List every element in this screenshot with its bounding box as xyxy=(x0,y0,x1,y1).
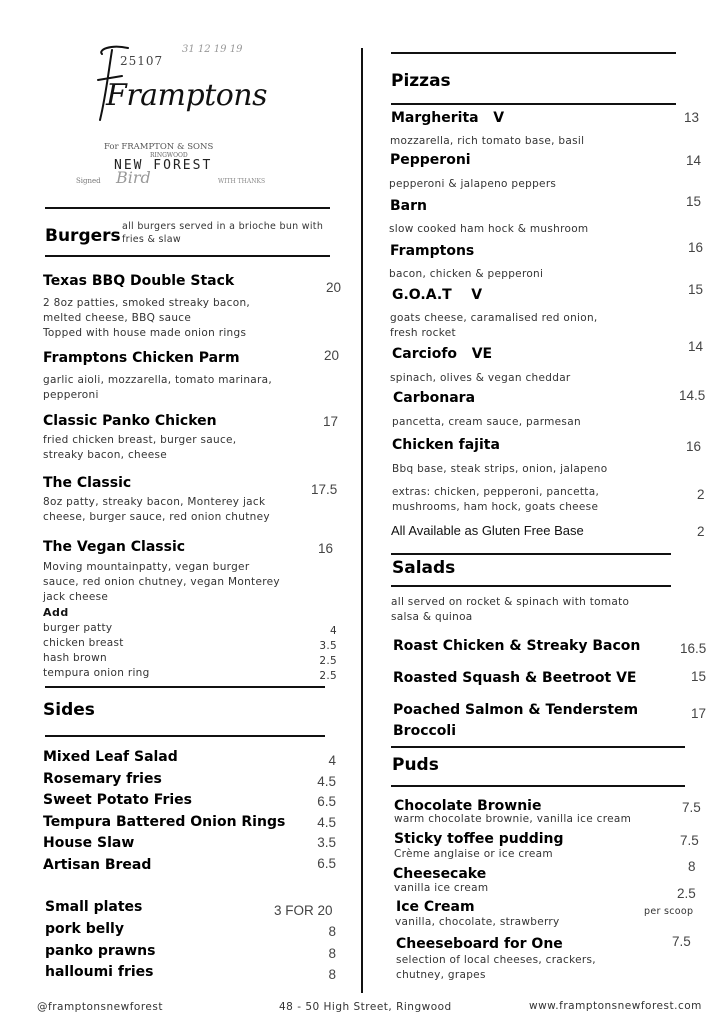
small-plate-price: 8 xyxy=(328,945,336,961)
desc-line: sauce, red onion chutney, vegan Monterey xyxy=(43,576,280,588)
pud-price-note: per scoop xyxy=(644,906,694,917)
salads-note xyxy=(391,595,629,625)
puds-top-rule xyxy=(391,746,685,748)
desc-line: mushrooms, ham hock, goats cheese xyxy=(392,501,599,513)
pud-name: Cheesecake xyxy=(393,866,487,882)
pizza-price: 14 xyxy=(686,153,702,168)
side-name: Mixed Leaf Salad xyxy=(43,749,178,765)
desc-line: selection of local cheeses, crackers, xyxy=(396,954,596,966)
addon-price: 2.5 xyxy=(319,670,337,682)
footer-address: 48 - 50 High Street, Ringwood xyxy=(279,1001,452,1013)
pud-name: Sticky toffee pudding xyxy=(394,831,564,847)
pud-price: 7.5 xyxy=(680,833,699,848)
pizza-name xyxy=(392,287,482,303)
burger-desc xyxy=(43,373,272,403)
pizza-price: 14 xyxy=(688,339,704,354)
burgers-top-rule xyxy=(45,207,330,209)
small-plates-prices xyxy=(300,924,336,989)
pizza-desc xyxy=(390,311,598,341)
desc-line: Topped with house made onion rings xyxy=(43,327,247,339)
burger-price: 20 xyxy=(324,348,340,363)
pizza-tag: V xyxy=(471,287,483,303)
pizzas-heading: Pizzas xyxy=(391,71,451,91)
logo-signed-label: Signed xyxy=(76,177,101,185)
desc-line: fried chicken breast, burger sauce, xyxy=(43,434,237,446)
pud-name: Ice Cream xyxy=(396,899,475,915)
small-plate-name: panko prawns xyxy=(45,942,156,959)
pizza-name xyxy=(391,110,504,126)
burger-desc xyxy=(43,560,280,605)
pizza-desc: spinach, olives & vegan cheddar xyxy=(390,372,571,384)
pud-desc: vanilla, chocolate, strawberry xyxy=(395,916,560,928)
pizza-price: 14.5 xyxy=(679,388,706,403)
salads-top-rule xyxy=(391,553,671,555)
pizza-price: 16 xyxy=(688,240,704,255)
logo-number: 25107 xyxy=(120,54,164,68)
small-plates-deal: 3 FOR 20 xyxy=(274,903,333,918)
burger-price: 17 xyxy=(323,414,339,429)
note-line: all served on rocket & spinach with tomato xyxy=(391,596,630,608)
pud-price: 2.5 xyxy=(677,886,696,901)
burgers-note: all burgers served in a brioche bun with fries & slaw xyxy=(122,221,324,245)
pizza-name xyxy=(392,346,492,362)
addon-price: 3.5 xyxy=(319,640,337,652)
addon-prices xyxy=(305,624,337,684)
small-plate-name: halloumi fries xyxy=(45,964,154,980)
salads-heading: Salads xyxy=(392,558,456,578)
desc-line: goats cheese, caramalised red onion, xyxy=(390,312,598,324)
pizza-desc: bacon, chicken & pepperoni xyxy=(389,268,544,280)
addon-price: 2.5 xyxy=(319,655,337,667)
burger-name: Texas BBQ Double Stack xyxy=(43,273,235,289)
desc-line: extras: chicken, pepperoni, pancetta, xyxy=(392,486,600,498)
sides-rule xyxy=(45,735,325,737)
desc-line: Moving mountainpatty, vegan burger xyxy=(43,561,250,573)
pud-desc: vanilla ice cream xyxy=(394,882,489,894)
add-label: Add xyxy=(43,606,69,619)
side-price: 3.5 xyxy=(317,835,336,850)
side-price: 4 xyxy=(328,753,336,768)
burger-price: 20 xyxy=(326,280,342,295)
salad-name-line: Poached Salmon & Tenderstem xyxy=(393,702,639,718)
pizza-tag: V xyxy=(493,110,505,126)
side-name: Rosemary fries xyxy=(43,770,162,787)
pizza-name: Barn xyxy=(390,198,427,214)
pizza-name: Pepperoni xyxy=(390,152,471,168)
side-price: 4.5 xyxy=(317,814,336,830)
burger-price: 17.5 xyxy=(311,482,338,497)
desc-line: cheese, burger sauce, red onion chutney xyxy=(43,511,270,523)
logo-with-thanks: WITH THANKS xyxy=(218,178,266,185)
pizza-desc: pepperoni & jalapeno peppers xyxy=(389,178,557,190)
logo-for-line: For FRAMPTON & SONS xyxy=(104,142,214,152)
desc-line: pepperoni xyxy=(43,389,99,401)
desc-line: streaky bacon, cheese xyxy=(43,449,168,461)
pizza-title: Carciofo xyxy=(392,346,458,362)
footer-website: www.framptonsnewforest.com xyxy=(529,1000,702,1012)
note-line: salsa & quinoa xyxy=(391,611,473,623)
addons-bottom-rule xyxy=(45,686,325,688)
logo-signature: Bird xyxy=(116,168,151,187)
pud-name: Chocolate Brownie xyxy=(394,798,542,814)
salad-name xyxy=(393,700,638,742)
pizza-price: 15 xyxy=(686,194,702,209)
small-plates-list xyxy=(45,921,155,986)
gluten-free-price: 2 xyxy=(697,524,705,539)
side-name: House Slaw xyxy=(43,835,135,852)
pizza-tag: VE xyxy=(471,346,493,362)
desc-line: 8oz patty, streaky bacon, Monterey jack xyxy=(43,496,266,508)
small-plate-price: 8 xyxy=(328,924,336,939)
pizza-desc: mozzarella, rich tomato base, basil xyxy=(390,135,585,147)
pizza-extras-price: 2 xyxy=(697,487,705,502)
logo-ringwood: RINGWOOD xyxy=(150,152,188,159)
column-divider xyxy=(361,48,363,993)
addon-name: burger patty xyxy=(43,622,113,634)
desc-line: garlic aioli, mozzarella, tomato marinara, xyxy=(43,374,273,386)
side-name: Artisan Bread xyxy=(43,856,152,873)
desc-line: chutney, grapes xyxy=(396,969,486,981)
pud-price: 7.5 xyxy=(672,934,691,949)
addon-name: tempura onion ring xyxy=(43,667,150,679)
salad-price: 17 xyxy=(691,706,707,721)
burger-name: Classic Panko Chicken xyxy=(43,413,217,429)
pizza-desc: pancetta, cream sauce, parmesan xyxy=(392,416,581,428)
salad-price: 16.5 xyxy=(680,641,707,656)
burger-desc xyxy=(43,495,270,525)
pizza-price: 16 xyxy=(686,439,702,454)
logo xyxy=(72,40,272,195)
puds-bottom-rule xyxy=(391,785,685,787)
footer-social: @framptonsnewforest xyxy=(37,1001,163,1013)
pizza-desc: slow cooked ham hock & mushroom xyxy=(389,223,589,235)
salads-bottom-rule xyxy=(391,585,671,587)
desc-line: 2 8oz patties, smoked streaky bacon, xyxy=(43,297,251,309)
addon-list xyxy=(43,621,150,681)
pizzas-top-rule xyxy=(391,52,676,54)
pud-desc: Crème anglaise or ice cream xyxy=(394,848,553,860)
puds-heading: Puds xyxy=(392,755,439,775)
burger-name: The Vegan Classic xyxy=(43,539,186,555)
pizza-name: Framptons xyxy=(390,243,475,259)
desc-line: melted cheese, BBQ sauce xyxy=(43,312,192,324)
burger-name: The Classic xyxy=(43,475,132,491)
pizza-price: 15 xyxy=(688,282,704,297)
pud-price: 8 xyxy=(688,859,696,874)
side-price: 6.5 xyxy=(317,794,336,809)
sides-prices xyxy=(300,753,336,876)
salad-name-line: Broccoli xyxy=(393,723,457,739)
sides-list xyxy=(43,749,285,879)
pizza-title: Margherita xyxy=(391,110,479,126)
pud-desc: warm chocolate brownie, vanilla ice cream xyxy=(394,813,632,825)
salad-name: Roast Chicken & Streaky Bacon xyxy=(393,638,641,654)
small-plate-price: 8 xyxy=(328,967,336,982)
burger-price: 16 xyxy=(318,541,334,556)
salad-name: Roasted Squash & Beetroot VE xyxy=(393,670,637,686)
side-price: 4.5 xyxy=(317,773,336,789)
addon-price: 4 xyxy=(330,625,337,637)
pizza-title: G.O.A.T xyxy=(392,287,452,303)
logo-script-name: Framptons xyxy=(106,78,268,113)
pud-price: 7.5 xyxy=(682,800,701,815)
burger-desc xyxy=(43,433,236,463)
logo-new-forest: NEW FOREST xyxy=(114,158,213,173)
desc-line: fresh rocket xyxy=(390,327,456,339)
pud-desc xyxy=(396,953,596,983)
logo-date: 31 12 19 19 xyxy=(182,44,243,55)
salad-price: 15 xyxy=(691,669,707,684)
pizza-extras xyxy=(392,485,599,515)
sides-heading: Sides xyxy=(43,700,95,720)
small-plates-heading: Small plates xyxy=(45,899,143,915)
burgers-bottom-rule xyxy=(45,255,330,257)
pizza-name: Carbonara xyxy=(393,390,476,406)
burger-name: Framptons Chicken Parm xyxy=(43,350,240,366)
burgers-heading: Burgers xyxy=(45,226,121,246)
pud-name: Cheeseboard for One xyxy=(396,936,563,952)
burger-desc xyxy=(43,296,250,341)
side-name: Sweet Potato Fries xyxy=(43,792,192,809)
pizza-price: 13 xyxy=(684,110,700,125)
side-price: 6.5 xyxy=(317,855,336,871)
pizza-name: Chicken fajita xyxy=(392,437,500,453)
pizzas-bottom-rule xyxy=(391,103,676,105)
side-name: Tempura Battered Onion Rings xyxy=(43,813,286,830)
desc-line: jack cheese xyxy=(43,591,109,603)
pizza-desc: Bbq base, steak strips, onion, jalapeno xyxy=(392,463,608,475)
addon-name: hash brown xyxy=(43,652,107,664)
small-plate-name: pork belly xyxy=(45,921,124,937)
gluten-free-label: All Available as Gluten Free Base xyxy=(391,523,584,538)
addon-name: chicken breast xyxy=(43,637,124,649)
